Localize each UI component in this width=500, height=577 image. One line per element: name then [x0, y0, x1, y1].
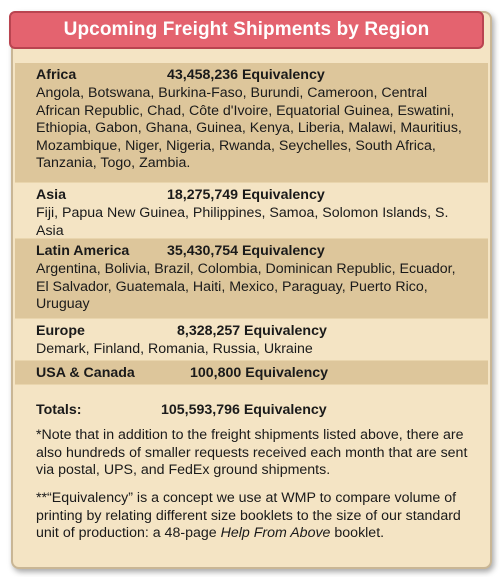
freight-note: *Note that in addition to the freight shipments listed above, there are also hundreds of smaller requests received each month that are sent via postal, UPS, and FedEx ground shipments.: [36, 427, 468, 479]
region-name: Europe: [36, 323, 85, 339]
region-header: [36, 365, 488, 383]
totals-label: Totals:: [36, 402, 82, 418]
region-amount: 8,328,257 Equivalency: [177, 323, 327, 339]
region-name: Asia: [36, 187, 66, 203]
region-name: Latin America: [36, 243, 130, 259]
region-asia: [15, 183, 488, 239]
region-usa-canada: [15, 361, 488, 385]
region-latin-america: [15, 239, 488, 319]
region-amount: 100,800 Equivalency: [190, 365, 329, 381]
region-africa: [15, 63, 488, 183]
region-name: Africa: [36, 67, 77, 83]
page-title: Upcoming Freight Shipments by Region: [63, 19, 430, 40]
shipments-panel: [11, 11, 492, 569]
title-banner: [9, 11, 484, 49]
region-countries: Angola, Botswana, Burkina-Faso, Burundi, Cameroon, Central African Republic, Chad, Côte d'Ivoire, Equatorial Guinea, Eswatini, Ethiopia, Gabon, Ghana, Guinea, Kenya, Liberia, Malawi, Mauritius, Mozambique, Niger, Nigeria, Rwanda, Seychelles, South Africa, Tanzania, Togo, Zambia.: [36, 85, 462, 172]
equivalency-note: [36, 490, 474, 543]
region-europe: [15, 319, 488, 361]
region-countries: Fiji, Papua New Guinea, Philippines, Samoa, Solomon Islands, S. Asia: [36, 205, 449, 239]
region-countries: Argentina, Bolivia, Brazil, Colombia, Dominican Republic, Ecuador, El Salvador, Guatemala, Haiti, Mexico, Paraguay, Puerto Rico, Uruguay: [36, 261, 456, 313]
region-name: USA & Canada: [36, 365, 135, 381]
region-header: [36, 67, 488, 85]
region-header: [36, 323, 488, 341]
equivalency-note-end: booklet.: [330, 525, 385, 542]
totals-amount: 105,593,796 Equivalency: [161, 402, 327, 418]
region-header: [36, 187, 488, 205]
totals-row: [36, 402, 476, 420]
booklet-title: Help From Above: [220, 525, 331, 542]
region-countries: Demark, Finland, Romania, Russia, Ukraine: [36, 341, 313, 357]
region-amount: 35,430,754 Equivalency: [167, 243, 325, 259]
region-amount: 18,275,749 Equivalency: [167, 187, 325, 203]
equivalency-note-text: **“Equivalency” is a concept we use at WMP to compare volume of printing by relating different size booklets to the size of our standard unit of production: a 48-page: [36, 490, 461, 542]
region-amount: 43,458,236 Equivalency: [167, 67, 325, 83]
region-header: [36, 243, 488, 261]
